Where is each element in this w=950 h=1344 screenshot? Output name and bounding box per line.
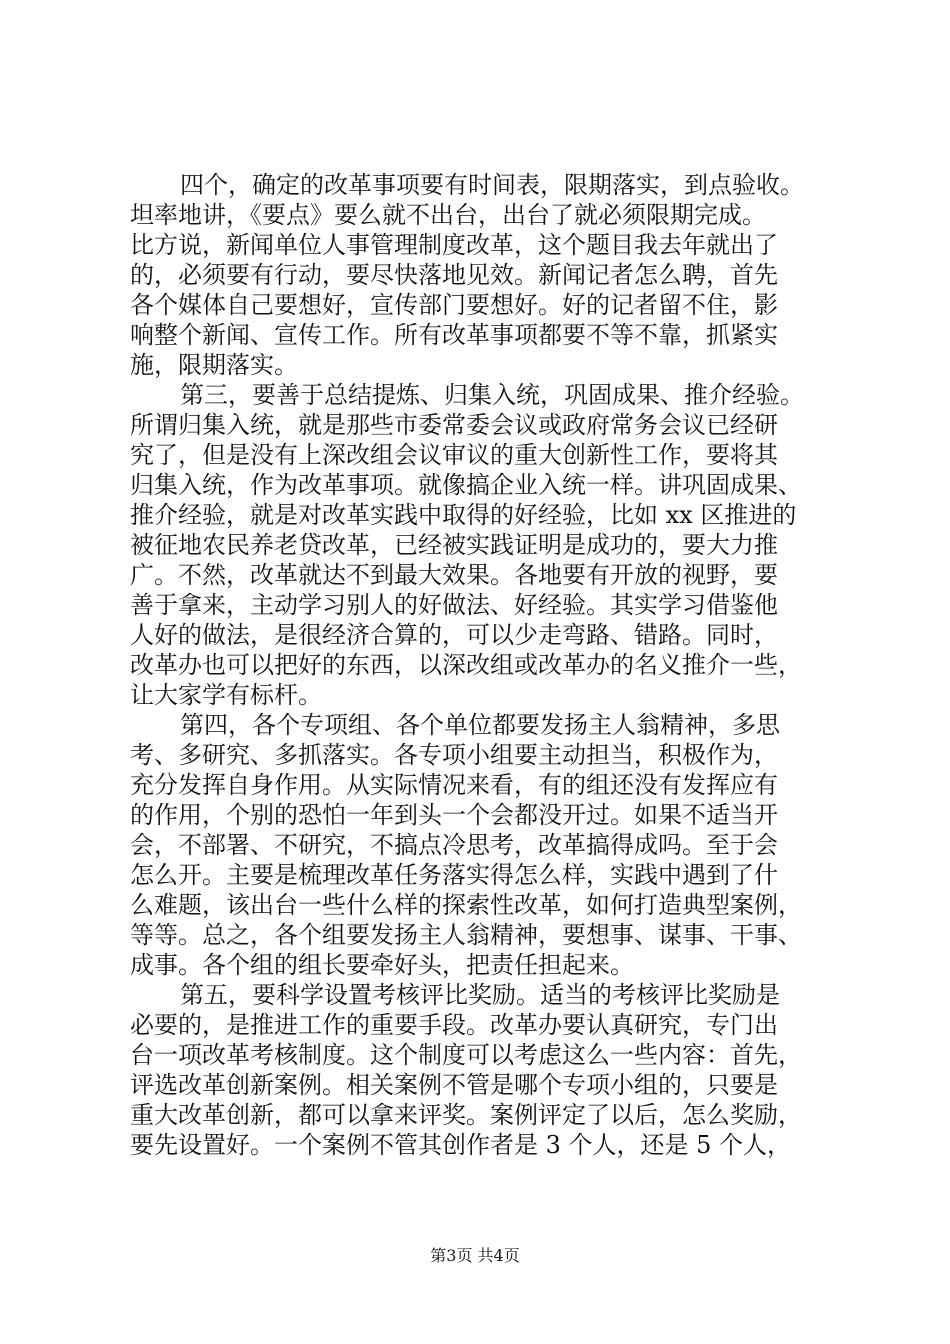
text-line: 台一项改革考核制度。这个制度可以考虑这么一些内容：首先， — [130, 1041, 802, 1069]
text-line: 各个媒体自己要想好，宣传部门要想好。好的记者留不住，影 — [130, 291, 778, 319]
text-line: 坦率地讲，《要点》要么就不出台，出台了就必须限期完成。 — [130, 201, 766, 229]
text-line: 所谓归集入统，就是那些市委常委会议或政府常务会议已经研 — [130, 411, 778, 439]
text-line: 怎么开。主要是梳理改革任务落实得怎么样，实践中遇到了什 — [130, 861, 778, 889]
text-line: 被征地农民养老贷改革，已经被实践证明是成功的，要大力推 — [130, 531, 778, 559]
text-line: 人好的做法，是很经济合算的，可以少走弯路、错路。同时， — [130, 621, 778, 649]
page-footer: 第3页 共4页 — [430, 1246, 520, 1265]
text-line: 比方说，新闻单位人事管理制度改革，这个题目我去年就出了 — [130, 231, 778, 259]
text-line: 成事。各个组的组长要牵好头，把责任担起来。 — [130, 951, 634, 979]
text-line: 究了，但是没有上深改组会议审议的重大创新性工作，要将其 — [130, 441, 778, 469]
body-text — [130, 170, 845, 1160]
text-line: 么难题，该出台一些什么样的探索性改革，如何打造典型案例， — [130, 891, 802, 919]
text-line: 考、多研究、多抓落实。各专项小组要主动担当，积极作为， — [130, 741, 778, 769]
text-line: 的作用，个别的恐怕一年到头一个会都没开过。如果不适当开 — [130, 801, 778, 829]
text-line: 要先设置好。一个案例不管其创作者是 3 个人，还是 5 个人， — [130, 1131, 792, 1159]
text-line: 评选改革创新案例。相关案例不管是哪个专项小组的，只要是 — [130, 1071, 778, 1099]
text-line: 重大改革创新，都可以拿来评奖。案例评定了以后，怎么奖励， — [130, 1101, 802, 1129]
text-line: 让大家学有标杆。 — [130, 681, 322, 709]
text-line: 第三，要善于总结提炼、归集入统，巩固成果、推介经验。 — [180, 381, 804, 409]
text-line: 第五，要科学设置考核评比奖励。适当的考核评比奖励是 — [180, 981, 780, 1009]
text-line: 等等。总之，各个组要发扬主人翁精神，要想事、谋事、干事、 — [130, 921, 802, 949]
text-line: 推介经验，就是对改革实践中取得的好经验，比如 xx 区推进的 — [130, 501, 797, 529]
text-line: 善于拿来，主动学习别人的好做法、好经验。其实学习借鉴他 — [130, 591, 778, 619]
text-line: 第四，各个专项组、各个单位都要发扬主人翁精神，多思 — [180, 711, 780, 739]
text-line: 改革办也可以把好的东西，以深改组或改革办的名义推介一些， — [130, 651, 802, 679]
text-line: 广。不然，改革就达不到最大效果。各地要有开放的视野，要 — [130, 561, 778, 589]
text-line: 归集入统，作为改革事项。就像搞企业入统一样。讲巩固成果、 — [130, 471, 802, 499]
text-line: 会，不部署、不研究，不搞点冷思考，改革搞得成吗。至于会 — [130, 831, 778, 859]
text-line: 必要的，是推进工作的重要手段。改革办要认真研究，专门出 — [130, 1011, 778, 1039]
text-line: 的，必须要有行动，要尽快落地见效。新闻记者怎么聘，首先 — [130, 261, 778, 289]
text-line: 施，限期落实。 — [130, 351, 298, 379]
text-line: 四个，确定的改革事项要有时间表，限期落实，到点验收。 — [180, 171, 804, 199]
text-line: 充分发挥自身作用。从实际情况来看，有的组还没有发挥应有 — [130, 771, 778, 799]
text-line: 响整个新闻、宣传工作。所有改革事项都要不等不靠，抓紧实 — [130, 321, 778, 349]
